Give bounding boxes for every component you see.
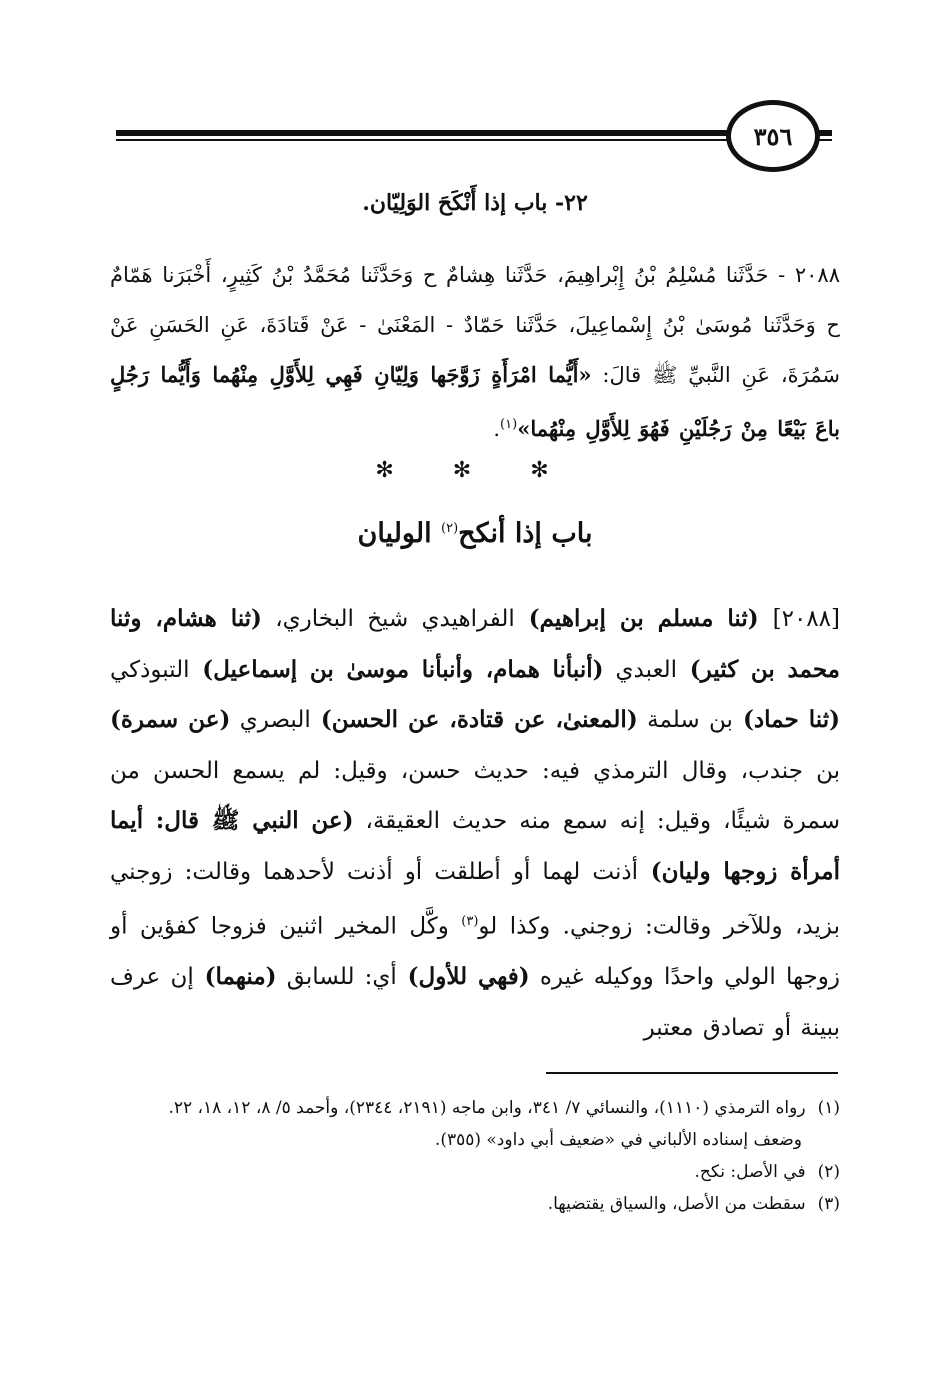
commentary-quote: (ثنا حماد) (732, 706, 840, 733)
footnote (110, 1156, 840, 1188)
header-rule-tail (818, 130, 832, 136)
section-separator: ✻ ✻ ✻ (375, 458, 575, 483)
footnote-number: (١) (817, 1098, 840, 1118)
hadith-text (110, 250, 840, 454)
commentary-run: أي: للسابق (276, 964, 397, 991)
footnote (110, 1188, 840, 1220)
footnote-ref-3: (٣) (461, 914, 479, 929)
page-number: ٣٥٦ (726, 100, 820, 172)
commentary-run: بن سلمة (637, 707, 733, 733)
header-rule-tail-thin (818, 139, 832, 141)
footnote-rule (546, 1072, 838, 1074)
commentary-quote: (ثنا هشام، وثنا محمد بن كثير) (110, 605, 841, 683)
commentary-run: أذنت لهما أو أطلقت أو أذنت لأحدهما وقالت: زوجني بزيد، وللآخر وقالت: زوجني. وكذا لو (110, 858, 840, 940)
commentary-quote: (أنبأنا همام، وأنبأنا موسىٰ بن إسماعيل) (189, 655, 604, 683)
footnote-text: سقطت من الأصل، والسياق يقتضيها. (547, 1194, 806, 1214)
page-header (116, 96, 832, 166)
commentary-quote: (فهي للأول) (396, 963, 530, 991)
commentary-quote: (ثنا مسلم بن إبراهيم) (514, 605, 773, 632)
section-title-text-after: الوليان (357, 518, 432, 549)
commentary-run: التبوذكي (110, 656, 190, 683)
commentary-run: بن جندب، وقال الترمذي فيه: حديث حسن، وقيل: لم يسمع الحسن من سمرة شيئًا، وقيل: إنه سمع منه حديث العقيقة، (110, 757, 840, 834)
footnote-ref-1: (١) (500, 417, 518, 432)
header-rule (116, 130, 732, 136)
hadith-isnad: حَدَّثَنا مُسْلِمُ بْنُ إِبْراهِيمَ، حَدَّثَنا هِشامٌ ح وَحَدَّثَنا مُحَمَّدُ بْنُ كَثِيرٍ، أَخْبَرَنا هَمّامٌ ح وَحَدَّثَنا مُوسَىٰ بْنُ إِسْماعِيلَ، حَدَّثَنا حَمّادٌ - المَعْنَىٰ - عَنْ قَتادَةَ، عَنِ الحَسَنِ عَنْ سَمُرَةَ، عَنِ النَّبيِّ ﷺ قالَ: (110, 263, 840, 387)
commentary-run: [٢٠٨٨] (772, 606, 840, 632)
section-title (110, 518, 840, 549)
footnote-text: رواه الترمذي (١١١٠)، والنسائي ٧/ ٣٤١، وابن ماجه (٢١٩١، ٢٣٤٤)، وأحمد ٥/ ٨، ١٢، ١٨، ٢٢. (168, 1098, 806, 1118)
commentary-quote: (المعنىٰ، عن قتادة، عن الحسن) (310, 706, 638, 733)
commentary-quote: (عن سمرة) (110, 706, 231, 733)
footnote-number: (٢) (817, 1162, 840, 1182)
footnote-number: (٣) (817, 1194, 840, 1214)
commentary-run: البصري (230, 707, 311, 733)
commentary-run: العبدي (603, 656, 678, 683)
commentary-run: إن عرف ببينة أو تصادق معتبر (110, 964, 840, 1041)
commentary-run: وكَّل المخير اثنين فزوجا كفؤين أو زوجها الولي واحدًا ووكيله غيره (110, 913, 840, 991)
section-title-text: باب إذا أنكح (458, 518, 593, 549)
commentary-quote: (عن النبي ﷺ قال: أيما أمرأة زوجها وليان) (110, 807, 840, 885)
header-rule-thin (116, 139, 732, 141)
chapter-title: ٢٢- باب إذا أَنْكَحَ الوَلِيّان. (362, 190, 588, 216)
footnotes (110, 1092, 840, 1220)
footnote-continuation: وضعف إسناده الألباني في «ضعيف أبي داود» (٣٥٥). (434, 1130, 802, 1150)
hadith-end: . (493, 417, 501, 441)
footnote (110, 1092, 840, 1124)
hadith-matn: «أَيُّما امْرَأَةٍ زَوَّجَها وَلِيّانِ فَهِي لِلأَوَّلِ مِنْهُما وَأَيُّما رَجُلٍ باعَ بَيْعًا مِنْ رَجُلَيْنِ فَهُوَ لِلأَوَّلِ مِنْهُما» (110, 362, 840, 441)
hadith-number: ٢٠٨٨ - (778, 263, 840, 287)
footnote-ref-2: (٢) (441, 521, 459, 536)
commentary-run: الفراهيدي شيخ البخاري، (261, 606, 515, 632)
commentary-quote: (منهما) (193, 963, 277, 991)
footnote-text: في الأصل: نكح. (694, 1162, 806, 1182)
commentary-text (110, 594, 840, 1053)
